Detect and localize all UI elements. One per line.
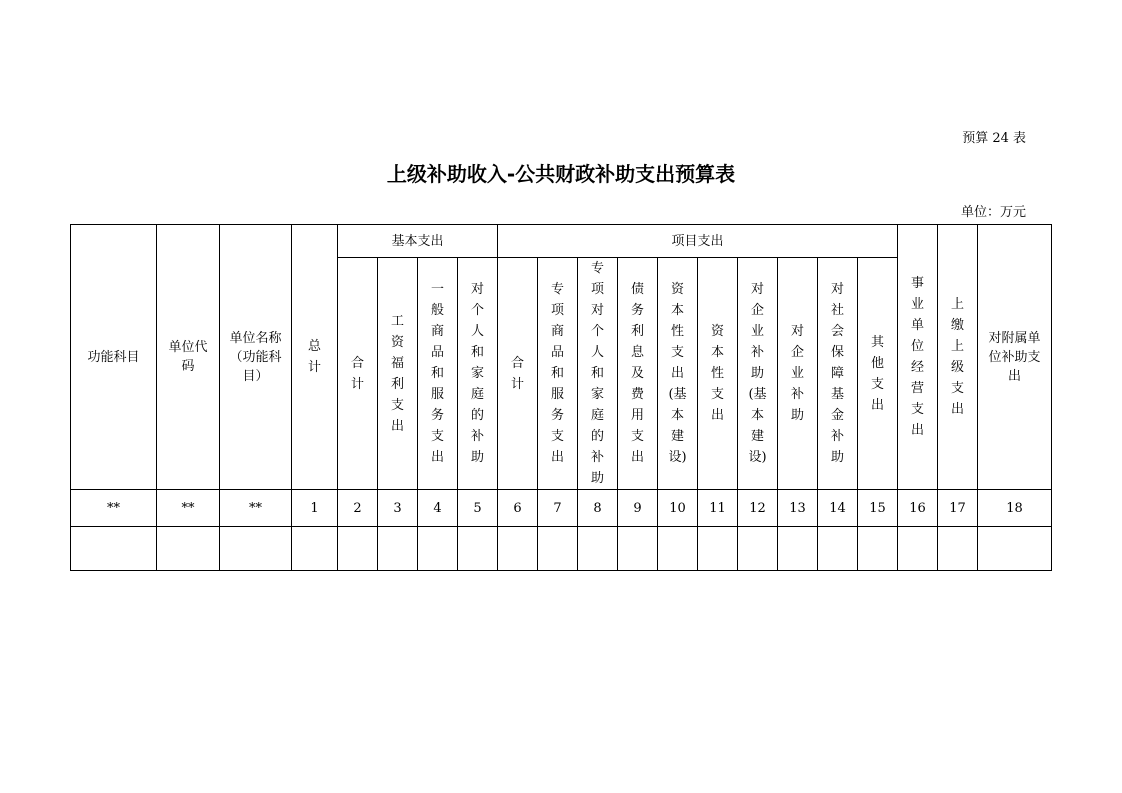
header-project-individual-subsidy: 专 项 对 个 人 和 家 庭 的 补 助 [578,258,618,490]
header-basic-individual-subsidy: 对 个 人 和 家 庭 的 补 助 [458,258,498,490]
header-project-enterprise-construction: 对 企 业 补 助 (基 本 建 设) [738,258,778,490]
header-operating: 事 业 单 位 经 营 支 出 [898,225,938,490]
header-basic-goods-services: 一 般 商 品 和 服 务 支 出 [418,258,458,490]
data-cell [498,527,538,571]
header-affiliate-subsidy: 对附属单 位补助支 出 [978,225,1052,490]
number-cell: ** [157,490,220,527]
number-cell: 9 [618,490,658,527]
number-cell: 7 [538,490,578,527]
data-cell [578,527,618,571]
data-cell [698,527,738,571]
number-cell: 13 [778,490,818,527]
data-cell [818,527,858,571]
header-total: 总 计 [292,225,338,490]
number-cell: 6 [498,490,538,527]
header-unit-name: 单位名称 （功能科 目） [220,225,292,490]
header-project-enterprise: 对 企 业 补 助 [778,258,818,490]
data-cell [978,527,1052,571]
data-cell [778,527,818,571]
number-cell: 5 [458,490,498,527]
unit-label: 单位：万元 [960,205,1026,220]
number-cell: 1 [292,490,338,527]
number-cell: 2 [338,490,378,527]
number-cell: 18 [978,490,1052,527]
number-cell: 17 [938,490,978,527]
data-cell [738,527,778,571]
header-unit-code: 单位代 码 [157,225,220,490]
form-number: 预算 24 表 [962,131,1026,146]
header-project-capital: 资 本 性 支 出 [698,258,738,490]
page-title: 上级补助收入-公共财政补助支出预算表 [386,162,736,186]
header-project-subtotal: 合 计 [498,258,538,490]
number-cell: 4 [418,490,458,527]
header-basic-subtotal: 合 计 [338,258,378,490]
header-project-debt-interest: 债 务 利 息 及 费 用 支 出 [618,258,658,490]
data-cell [292,527,338,571]
data-cell [858,527,898,571]
number-row [71,490,1052,527]
data-cell [338,527,378,571]
number-cell: 14 [818,490,858,527]
data-cell [538,527,578,571]
number-cell: ** [220,490,292,527]
data-cell [378,527,418,571]
header-basic-wages: 工 资 福 利 支 出 [378,258,418,490]
data-cell [938,527,978,571]
data-cell [898,527,938,571]
data-row [71,527,1052,571]
number-cell: ** [71,490,157,527]
header-basic-group: 基本支出 [338,225,498,258]
budget-table [70,224,1052,571]
number-cell: 3 [378,490,418,527]
number-cell: 10 [658,490,698,527]
data-cell [458,527,498,571]
number-cell: 12 [738,490,778,527]
data-cell [658,527,698,571]
header-project-social-security: 对 社 会 保 障 基 金 补 助 [818,258,858,490]
header-project-capital-construction: 资 本 性 支 出 (基 本 建 设) [658,258,698,490]
number-cell: 15 [858,490,898,527]
data-cell [71,527,157,571]
number-cell: 8 [578,490,618,527]
data-cell [418,527,458,571]
number-cell: 11 [698,490,738,527]
header-project-goods-services: 专 项 商 品 和 服 务 支 出 [538,258,578,490]
header-project-other: 其 他 支 出 [858,258,898,490]
data-cell [220,527,292,571]
data-cell [618,527,658,571]
header-func-subject: 功能科目 [71,225,157,490]
header-upper-payment: 上 缴 上 级 支 出 [938,225,978,490]
number-cell: 16 [898,490,938,527]
data-cell [157,527,220,571]
header-project-group: 项目支出 [498,225,898,258]
